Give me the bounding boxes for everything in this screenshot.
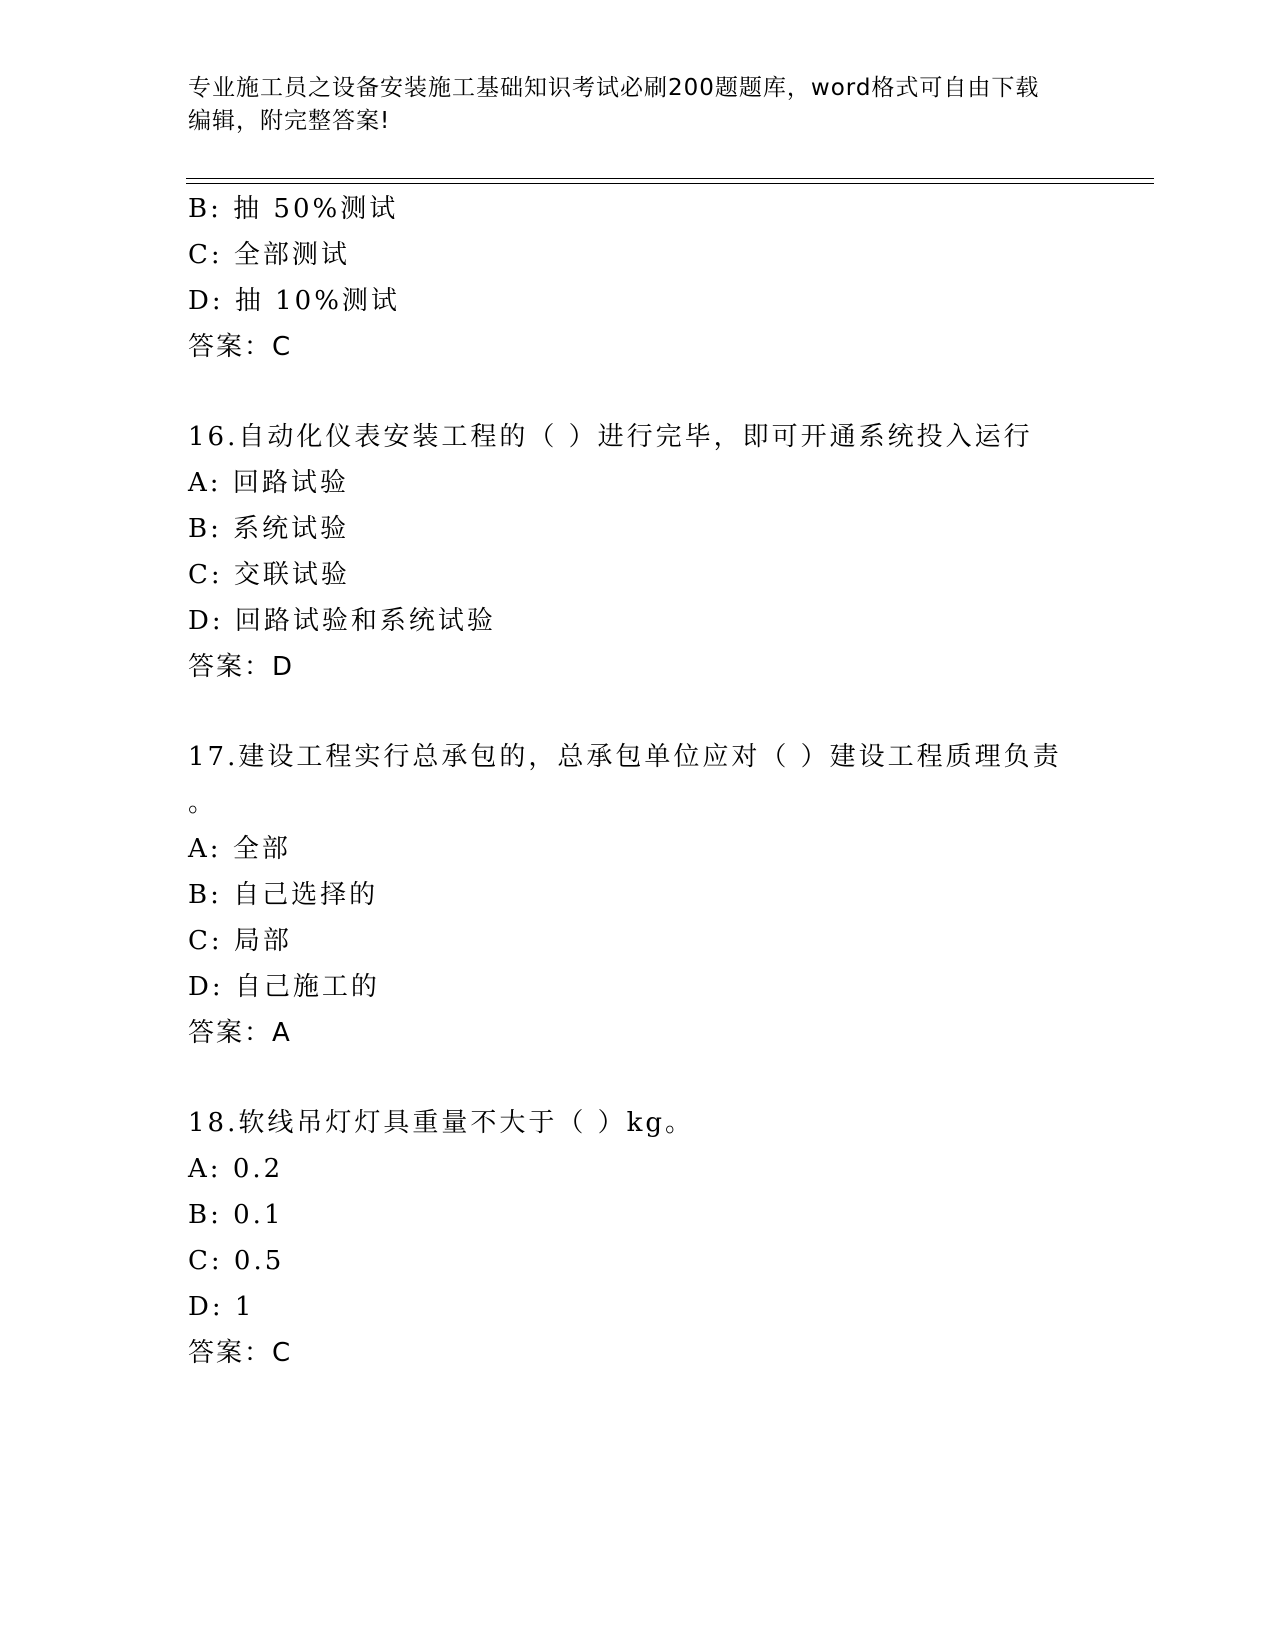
question-list — [188, 186, 1088, 1376]
header-divider-bottom — [186, 183, 1154, 184]
option-label: A: — [188, 468, 222, 498]
option-b — [188, 872, 1088, 918]
option-label: C: — [188, 1246, 223, 1276]
option-b — [188, 186, 1088, 232]
option-label: C: — [188, 240, 223, 270]
question-stem: 自动化仪表安装工程的（ ）进行完毕，即可开通系统投入运行 — [238, 422, 1033, 452]
question-16 — [188, 414, 1088, 690]
question-18 — [188, 1100, 1088, 1376]
document-header — [188, 72, 1088, 138]
answer-line: 答案：D — [188, 652, 295, 682]
option-label: A: — [188, 834, 222, 864]
question-continued — [188, 186, 1088, 370]
option-text: 全部 — [232, 834, 291, 864]
spacer — [188, 370, 1088, 414]
option-b — [188, 1192, 1088, 1238]
question-text — [188, 1100, 1088, 1146]
option-c — [188, 1238, 1088, 1284]
option-label: B: — [188, 514, 222, 544]
option-text: 系统试验 — [233, 514, 350, 544]
option-label: B: — [188, 194, 222, 224]
question-stem: 软线吊灯灯具重量不大于（ ）kg。 — [238, 1108, 695, 1138]
question-number: 18. — [188, 1108, 239, 1138]
option-text: 局部 — [233, 926, 292, 956]
question-number: 16. — [188, 422, 239, 452]
option-text: 自己施工的 — [234, 972, 380, 1002]
question-17 — [188, 734, 1088, 1056]
header-line-1: 专业施工员之设备安装施工基础知识考试必刷200题题库，word格式可自由下载 — [188, 75, 1040, 101]
option-a — [188, 1146, 1088, 1192]
answer-line: 答案：A — [188, 1018, 292, 1048]
option-text: 回路试验和系统试验 — [234, 606, 496, 636]
option-label: C: — [188, 560, 223, 590]
question-text — [188, 734, 1088, 780]
option-label: D: — [188, 972, 224, 1002]
option-label: A: — [188, 1154, 222, 1184]
option-text: 0.5 — [233, 1246, 285, 1276]
question-text-continuation: 。 — [188, 788, 218, 818]
option-label: D: — [188, 1292, 224, 1322]
option-d — [188, 278, 1088, 324]
question-text — [188, 414, 1088, 460]
option-text: 全部测试 — [233, 240, 350, 270]
option-b — [188, 506, 1088, 552]
option-text: 回路试验 — [232, 468, 349, 498]
option-text: 自己选择的 — [233, 880, 379, 910]
question-stem: 建设工程实行总承包的，总承包单位应对（ ）建设工程质理负责 — [238, 742, 1062, 772]
option-text: 0.2 — [232, 1154, 284, 1184]
answer-line: 答案：C — [188, 1338, 293, 1368]
option-label: B: — [188, 1200, 222, 1230]
option-c — [188, 918, 1088, 964]
option-a — [188, 826, 1088, 872]
spacer — [188, 1056, 1088, 1100]
option-c — [188, 552, 1088, 598]
spacer — [188, 690, 1088, 734]
option-text: 1 — [234, 1292, 255, 1322]
option-text: 抽 50%测试 — [233, 194, 399, 224]
answer-line: 答案：C — [188, 332, 293, 362]
header-line-2: 编辑，附完整答案! — [188, 108, 391, 134]
option-label: D: — [188, 606, 224, 636]
option-d — [188, 964, 1088, 1010]
question-number: 17. — [188, 742, 239, 772]
option-text: 抽 10%测试 — [234, 286, 400, 316]
option-text: 0.1 — [233, 1200, 284, 1230]
option-d — [188, 598, 1088, 644]
option-a — [188, 460, 1088, 506]
option-label: D: — [188, 286, 224, 316]
option-text: 交联试验 — [233, 560, 350, 590]
option-label: B: — [188, 880, 222, 910]
option-d — [188, 1284, 1088, 1330]
option-c — [188, 232, 1088, 278]
header-divider-top — [186, 178, 1154, 179]
option-label: C: — [188, 926, 223, 956]
